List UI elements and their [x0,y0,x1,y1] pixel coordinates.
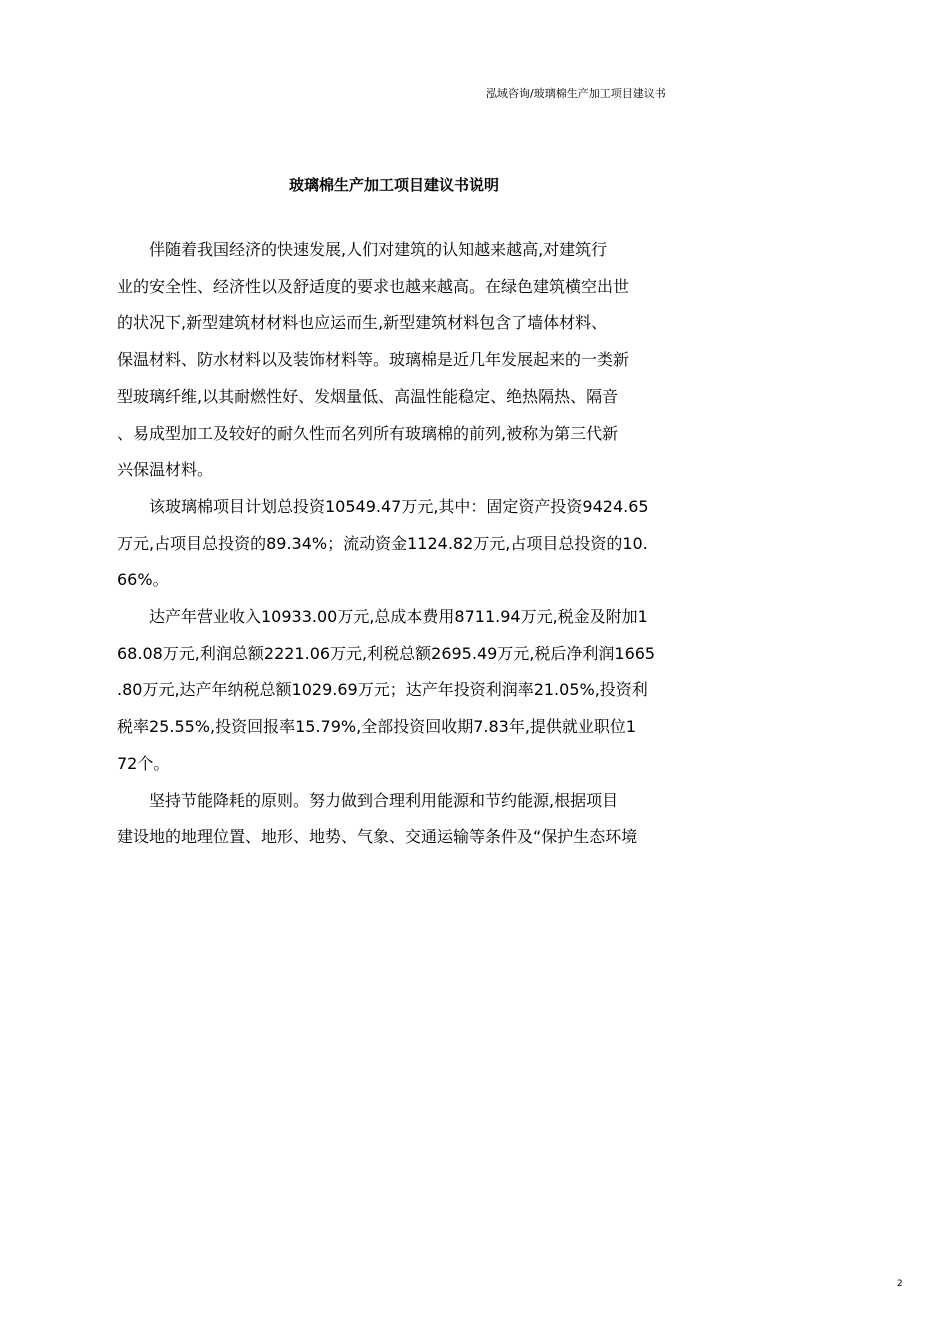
text-line: 达产年营业收入10933.00万元,总成本费用8711.94万元,税金及附加1 [149,607,648,627]
document-title: 玻璃棉生产加工项目建议书说明 [288,176,499,194]
document-body [117,232,697,856]
paragraph-financials [117,599,697,783]
text-line: 的状况下,新型建筑材材料也应运而生,新型建筑材料包含了墙体材料、 [117,313,608,333]
running-header: 泓域咨询/玻璃棉生产加工项目建议书 [486,87,666,100]
text-line: 业的安全性、经济性以及舒适度的要求也越来越高。在绿色建筑横空出世 [117,276,630,296]
page-number: 2 [897,1279,903,1289]
paragraph-background [117,232,697,489]
text-line: 66%。 [117,570,169,590]
text-line: 税率25.55%,投资回报率15.79%,全部投资回收期7.83年,提供就业职位1 [117,717,637,737]
text-line: 68.08万元,利润总额2221.06万元,利税总额2695.49万元,税后净利润1665 [117,643,656,663]
text-line: 兴保温材料。 [117,460,214,480]
paragraph-energy-saving [117,783,697,856]
text-line: 72个。 [117,753,170,773]
text-line: 万元,占项目总投资的89.34%；流动资金1124.82万元,占项目总投资的10. [117,533,648,553]
text-line: .80万元,达产年纳税总额1029.69万元；达产年投资利润率21.05%,投资利 [117,680,648,700]
text-line: 型玻璃纤维,以其耐燃性好、发烟量低、高温性能稳定、绝热隔热、隔音 [117,386,619,406]
paragraph-investment [117,489,697,599]
text-line: 伴随着我国经济的快速发展,人们对建筑的认知越来越高,对建筑行 [149,240,608,259]
text-line: 建设地的地理位置、地形、地势、气象、交通运输等条件及“保护生态环境 [117,827,638,847]
text-line: 坚持节能降耗的原则。努力做到合理利用能源和节约能源,根据项目 [149,790,619,810]
text-line: 保温材料、防水材料以及装饰材料等。玻璃棉是近几年发展起来的一类新 [117,350,630,370]
text-line: 该玻璃棉项目计划总投资10549.47万元,其中：固定资产投资9424.65 [149,496,649,516]
text-line: 、易成型加工及较好的耐久性而名列所有玻璃棉的前列,被称为第三代新 [117,423,619,443]
